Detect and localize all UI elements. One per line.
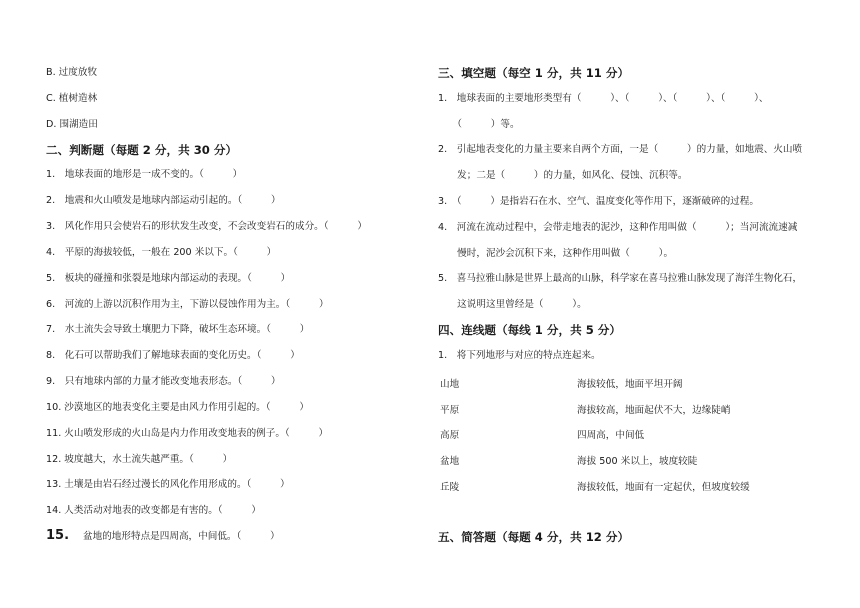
fill-line-9: 这说明这里曾经是（ ）。 <box>438 299 587 310</box>
option-d: D. 围湖造田 <box>46 119 98 130</box>
judge-item-13: 13. 土壤是由岩石经过漫长的风化作用形成的。（ ） <box>46 479 290 490</box>
fill-line-3: 2. 引起地表变化的力量主要来自两个方面，一是（ ）的力量，如地震、火山喷 <box>438 144 803 155</box>
judge-item-5: 5. 板块的碰撞和张裂是地球内部运动的表现。（ ） <box>46 273 291 284</box>
judge-item-14: 14. 人类活动对地表的改变都是有害的。（ ） <box>46 505 261 516</box>
section-4-title: 四、连线题（每线 1 分，共 5 分） <box>438 323 621 337</box>
fill-line-1: 1. 地球表面的主要地形类型有（ ）、（ ）、（ ）、（ ）、 <box>438 93 769 104</box>
fill-line-8: 5. 喜马拉雅山脉是世界上最高的山脉，科学家在喜马拉雅山脉发现了海洋生物化石， <box>438 273 803 284</box>
judge-item-4: 4. 平原的海拔较低，一般在 200 米以下。（ ） <box>46 247 277 258</box>
judge-item-10: 10. 沙漠地区的地表变化主要是由风力作用引起的。（ ） <box>46 402 309 413</box>
judge-item-9: 9. 只有地球内部的力量才能改变地表形态。（ ） <box>46 376 281 387</box>
match-desc-1: 海拔较低，地面平坦开阔 <box>577 379 683 390</box>
judge-item-2: 2. 地震和火山喷发是地球内部运动引起的。（ ） <box>46 195 281 206</box>
fill-line-5: 3. （ ）是指岩石在水、空气、温度变化等作用下，逐渐破碎的过程。 <box>438 196 759 207</box>
section-2-title: 二、判断题（每题 2 分，共 30 分） <box>46 143 238 157</box>
judge-item-11: 11. 火山喷发形成的火山岛是内力作用改变地表的例子。（ ） <box>46 428 329 439</box>
judge-item-3: 3. 风化作用只会使岩石的形状发生改变，不会改变岩石的成分。（ ） <box>46 221 367 232</box>
judge-item-8: 8. 化石可以帮助我们了解地球表面的变化历史。（ ） <box>46 350 300 361</box>
judge-item-1: 1. 地球表面的地形是一成不变的。（ ） <box>46 169 243 180</box>
fill-line-4: 发；二是（ ）的力量，如风化、侵蚀、沉积等。 <box>438 170 688 181</box>
match-term-1: 山地 <box>440 379 460 390</box>
match-desc-3: 四周高，中间低 <box>577 430 645 441</box>
match-desc-5: 海拔较低，地面有一定起伏，但坡度较缓 <box>577 482 750 493</box>
judge-item-6: 6. 河流的上游以沉积作用为主，下游以侵蚀作用为主。（ ） <box>46 299 329 310</box>
section-3-title: 三、填空题（每空 1 分，共 11 分） <box>438 66 630 80</box>
match-term-4: 盆地 <box>440 456 460 467</box>
match-instruction: 1. 将下列地形与对应的特点连起来。 <box>438 350 601 361</box>
judge-item-12: 12. 坡度越大，水土流失越严重。（ ） <box>46 454 233 465</box>
match-desc-4: 海拔 500 米以上，坡度较陡 <box>577 456 698 467</box>
match-term-5: 丘陵 <box>440 482 460 493</box>
judge-item-7: 7. 水土流失会导致土壤肥力下降，破坏生态环境。（ ） <box>46 324 310 335</box>
match-term-2: 平原 <box>440 405 460 416</box>
option-c: C. 植树造林 <box>46 93 98 104</box>
match-term-3: 高原 <box>440 430 460 441</box>
section-5-title: 五、简答题（每题 4 分，共 12 分） <box>438 530 630 544</box>
match-desc-2: 海拔较高，地面起伏不大，边缘陡峭 <box>577 405 731 416</box>
fill-line-7: 慢时，泥沙会沉积下来，这种作用叫做（ ）。 <box>438 248 674 259</box>
judge-item-15-number: 15. <box>46 528 70 543</box>
fill-line-2: （ ）等。 <box>438 119 520 130</box>
option-b: B. 过度放牧 <box>46 67 98 78</box>
judge-item-15 <box>46 530 280 543</box>
fill-line-6: 4. 河流在流动过程中，会带走地表的泥沙，这种作用叫做（ ）；当河流流速减 <box>438 222 798 233</box>
judge-item-15-text: 盆地的地形特点是四周高，中间低。（ ） <box>83 531 280 542</box>
